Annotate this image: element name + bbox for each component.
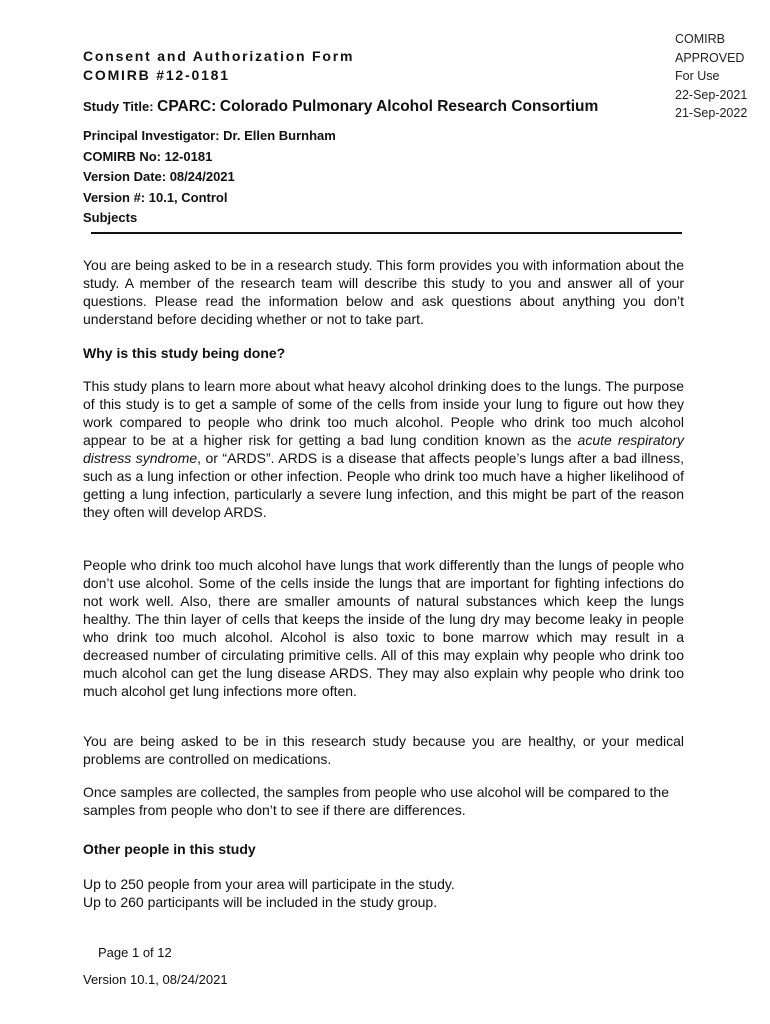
version-number: Version #: 10.1, Control bbox=[83, 189, 228, 205]
comirb-number: COMIRB #12-0181 bbox=[83, 67, 230, 83]
form-title-block bbox=[83, 47, 354, 85]
study-title-label: Study Title: bbox=[83, 99, 154, 114]
form-title: Consent and Authorization Form bbox=[83, 48, 355, 64]
section-heading-other-people: Other people in this study bbox=[83, 841, 256, 857]
why-paragraph-3: You are being asked to be in this research study because you are healthy, or your medical problems are controlled on medications. bbox=[83, 733, 684, 767]
other-people-line: Up to 250 people from your area will participate in the study. bbox=[83, 876, 455, 892]
divider bbox=[91, 232, 682, 234]
comirb-approval-stamp bbox=[675, 30, 747, 123]
ards-term: acute respiratory distress syndrome bbox=[83, 432, 684, 466]
why-paragraph-2: People who drink too much alcohol have lungs that work differently than the lungs of people who don’t use alcohol. Some of the cells inside the lungs that are important for fighting infections do not work well. Also, there are smaller amounts of natural substances which keep the lungs healthy. The thin layer of cells that keeps the inside of the lung dry may become leaky in people who drink too much alcohol. Alcohol is also toxic to bone marrow which may result in a decreased number of circulating primitive cells. All of this may explain why people who drink too much alcohol can get the lung disease ARDS. They may also explain why people who drink too much alcohol get lung infections more often. bbox=[83, 557, 684, 699]
stamp-line: APPROVED bbox=[675, 50, 745, 65]
section-heading-why: Why is this study being done? bbox=[83, 345, 286, 361]
why-p1-text-cont: , or “ARDS”. ARDS is a disease that affects people’s lungs after a bad illness, such as a lung infection or other infection. People who drink too much have a higher likelihood of getting a lung infection, particularly a severe lung infection, and this might be part of the reason they often will develop ARDS. bbox=[83, 450, 685, 520]
version-date: Version Date: 08/24/2021 bbox=[83, 169, 235, 184]
why-paragraph-1 bbox=[83, 377, 684, 521]
stamp-line: 22-Sep-2021 bbox=[675, 87, 748, 102]
why-p1-text: This study plans to learn more about what heavy alcohol drinking does to the lungs. The purpose of this study is to get a sample of some of the cells from inside your lung to figure out how they work compared to people who drink too much alcohol. People who drink too much alcohol appear to be at a higher risk for getting a bad lung condition known as the bbox=[83, 378, 684, 448]
other-people-lines bbox=[83, 875, 684, 911]
study-metadata bbox=[83, 126, 336, 229]
stamp-line: COMIRB bbox=[675, 32, 725, 46]
stamp-line: For Use bbox=[675, 69, 720, 83]
study-title-acronym: CPARC: bbox=[157, 98, 217, 115]
comirb-no: COMIRB No: 12-0181 bbox=[83, 148, 213, 164]
other-people-line: Up to 260 participants will be included in the study group. bbox=[83, 894, 438, 910]
intro-paragraph: You are being asked to be in a research study. This form provides you with information about the study. A member of the research team will describe this study to you and answer all of your questions. Please read the information below and ask questions about anything you don’t understand before deciding whether or not to take part. bbox=[83, 257, 684, 327]
why-paragraph-4: Once samples are collected, the samples from people who use alcohol will be compared to the samples from people who don’t to see if there are differences. bbox=[83, 784, 669, 818]
study-title-text: Colorado Pulmonary Alcohol Research Consortium bbox=[219, 98, 599, 115]
subjects-label: Subjects bbox=[83, 210, 138, 225]
principal-investigator: Principal Investigator: Dr. Ellen Burnham bbox=[83, 128, 336, 143]
footer-version: Version 10.1, 08/24/2021 bbox=[83, 972, 228, 987]
study-title bbox=[83, 98, 598, 116]
page-number: Page 1 of 12 bbox=[98, 945, 172, 960]
stamp-line: 21-Sep-2022 bbox=[675, 106, 748, 120]
